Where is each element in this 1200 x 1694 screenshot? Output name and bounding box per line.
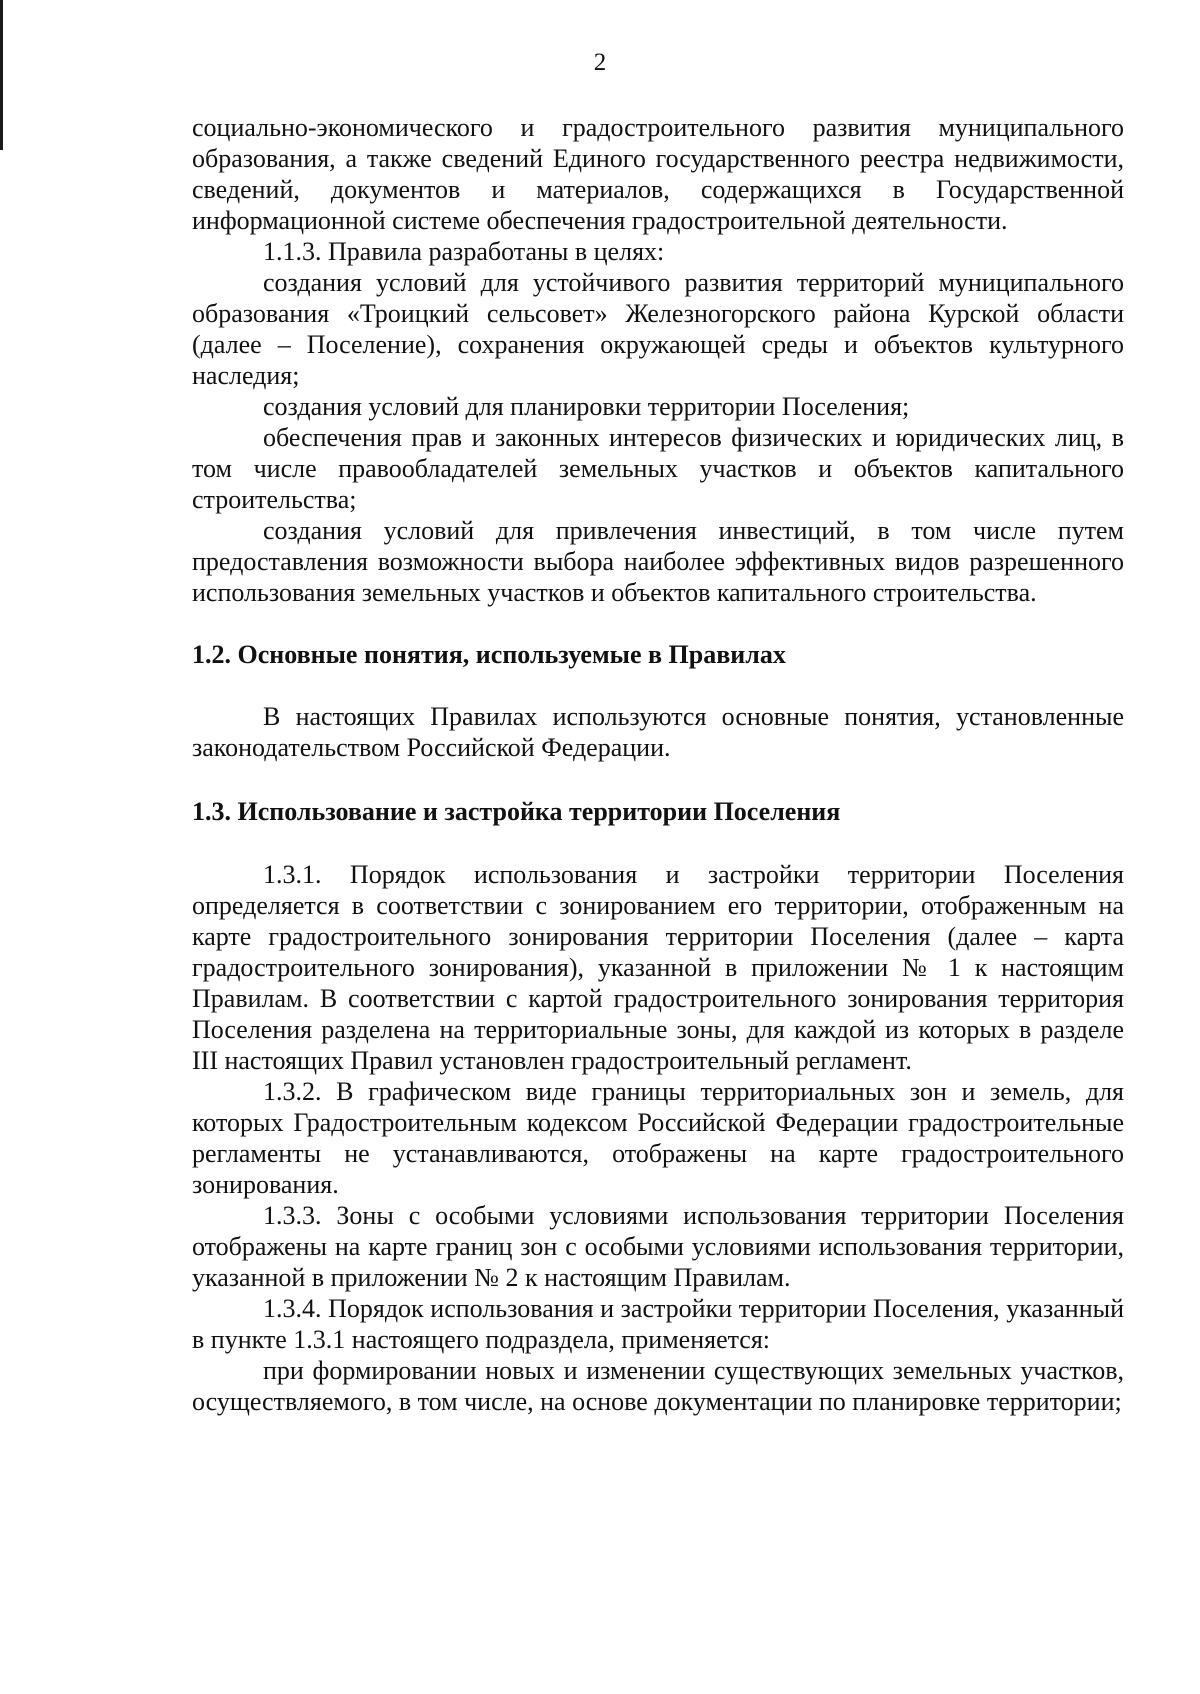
paragraph-goal-investment: создания условий для привлечения инвестиций, в том числе путем предоставления возможности выбора наиболее эффективных видов разрешенного использования земельных участков и объектов капитального строительства.	[192, 516, 1124, 607]
paragraph-1-1-3: 1.1.3. Правила разработаны в целях:	[263, 237, 665, 266]
paragraph-goal-planning: создания условий для планировки территории Поселения;	[263, 392, 910, 421]
paragraph-goal-rights: обеспечения прав и законных интересов физических и юридических лиц, в том числе правообладателей земельных участков и объектов капитального строительства;	[192, 423, 1124, 514]
section-heading-1-2: 1.2. Основные понятия, используемые в Правилах	[192, 640, 786, 669]
section-heading-1-3: 1.3. Использование и застройка территории Поселения	[192, 797, 841, 826]
document-body	[192, 112, 1124, 1417]
paragraph-1-3-2: 1.3.2. В графическом виде границы территориальных зон и земель, для которых Градостроительным кодексом Российской Федерации градостроительные регламенты не устанавливаются, отображены на карте градостроительного зонирования.	[192, 1077, 1124, 1199]
paragraph-goal-sustainable-development: создания условий для устойчивого развития территорий муниципального образования «Троицкий сельсовет» Железногорского района Курской области (далее – Поселение), сохранения окружающей среды и объектов культурного наследия;	[192, 268, 1124, 390]
page-number: 2	[593, 49, 607, 76]
paragraph-1-3-1: 1.3.1. Порядок использования и застройки территории Поселения определяется в соответствии с зонированием его территории, отображенным на карте градостроительного зонирования территории Поселения (далее – карта градостроительного зонирования), указанной в приложении № 1 к настоящим Правилам. В соответствии с картой градостроительного зонирования территория Поселения разделена на территориальные зоны, для каждой из которых в разделе III настоящих Правил установлен градостроительный регламент.	[192, 860, 1124, 1075]
paragraph-1-3-4: 1.3.4. Порядок использования и застройки территории Поселения, указанный в пункте 1.3.1 настоящего подраздела, применяется:	[192, 1294, 1124, 1354]
paragraph-1-3-3: 1.3.3. Зоны с особыми условиями использования территории Поселения отображены на карте границ зон с особыми условиями использования территории, указанной в приложении № 2 к настоящим Правилам.	[192, 1201, 1124, 1292]
paragraph-continuation: социально-экономического и градостроительного развития муниципального образования, а также сведений Единого государственного реестра недвижимости, сведений, документов и материалов, содержащихся в Государственной информационной системе обеспечения градостроительной деятельности.	[192, 113, 1124, 235]
paragraph-1-3-4-item: при формировании новых и изменении существующих земельных участков, осуществляемого, в том числе, на основе документации по планировке территории;	[192, 1356, 1124, 1416]
paragraph-1-2-text: В настоящих Правилах используются основные понятия, установленные законодательством Российской Федерации.	[192, 702, 1124, 762]
